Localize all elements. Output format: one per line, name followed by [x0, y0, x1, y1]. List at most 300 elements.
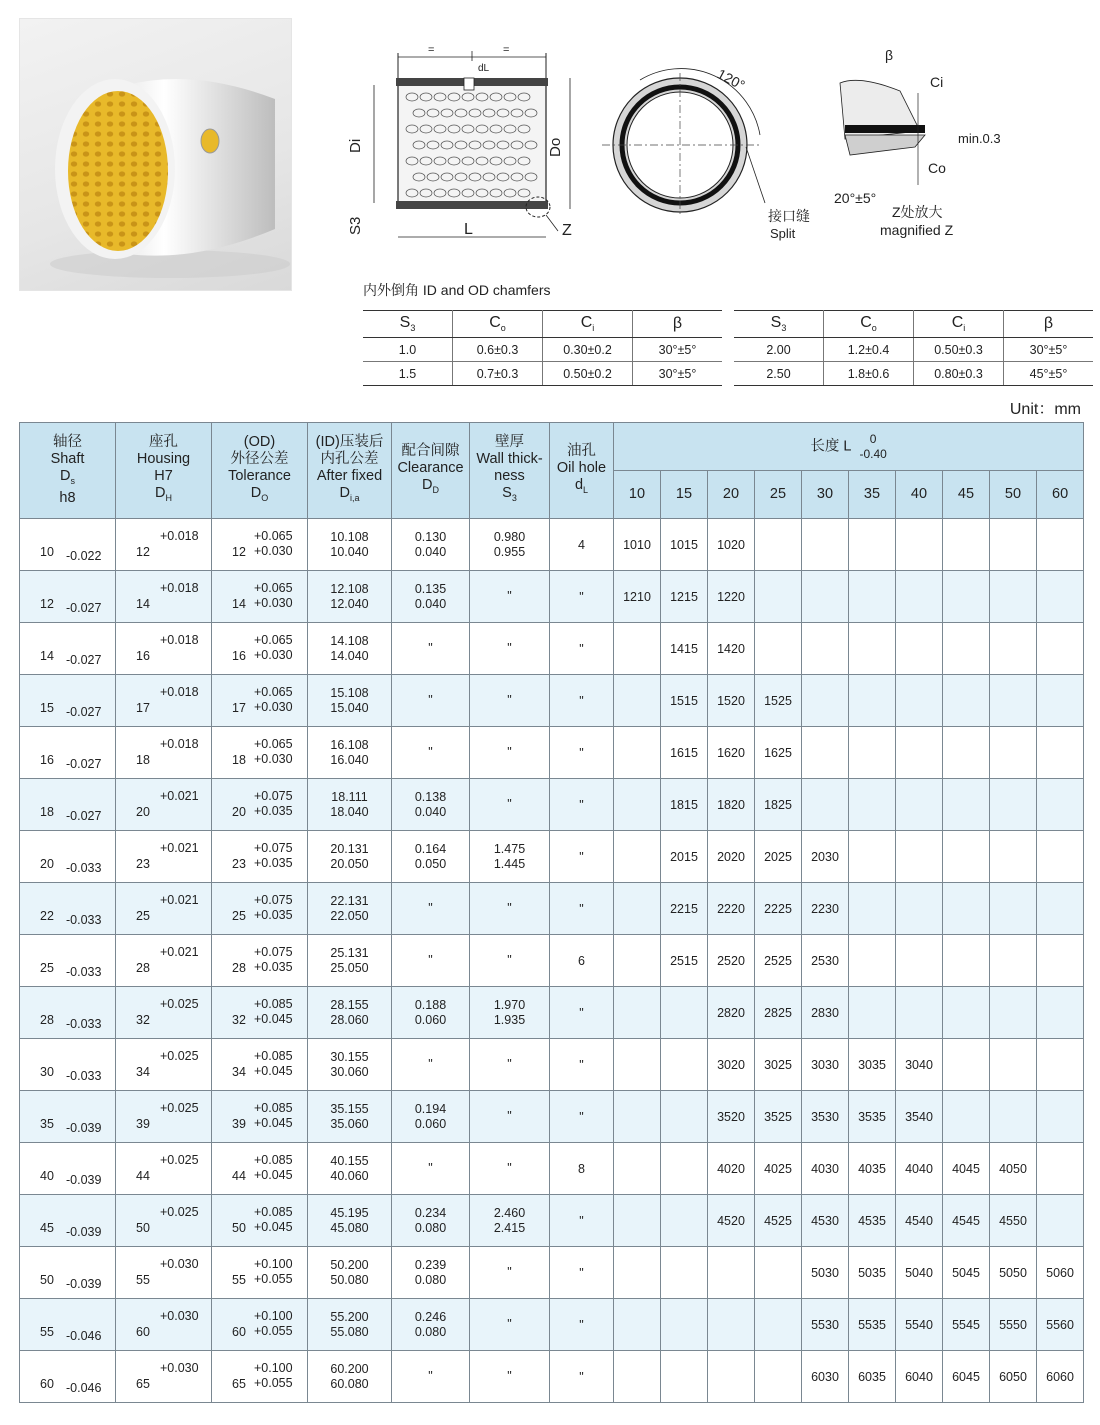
od-cell — [212, 1039, 308, 1091]
od-lower: +0.045 — [254, 1012, 293, 1026]
part-number-cell — [943, 883, 990, 935]
housing-tolerance: +0.018 — [160, 529, 199, 543]
wall-max: 2.460 — [493, 1205, 526, 1220]
shaft-diameter: 60 — [40, 1377, 54, 1391]
id-min: 20.050 — [330, 856, 369, 871]
shaft-tolerance: -0.039 — [66, 1121, 102, 1135]
id-min: 35.060 — [330, 1116, 369, 1131]
id-min: 16.040 — [330, 752, 369, 767]
od-upper: +0.075 — [254, 789, 293, 803]
housing-tolerance: +0.018 — [160, 685, 199, 699]
part-number-cell: 4025 — [755, 1143, 802, 1195]
id-min: 10.040 — [330, 544, 369, 559]
part-number-cell: 4525 — [755, 1195, 802, 1247]
dl-label: dL — [478, 63, 490, 74]
part-number-cell — [614, 987, 661, 1039]
shaft-cell — [20, 987, 116, 1039]
chamfer-head-ci: $C_i$ — [914, 311, 1004, 338]
od-upper: +0.065 — [254, 581, 293, 595]
part-number-cell — [849, 519, 896, 571]
part-number-cell — [802, 727, 849, 779]
length-col-35: 35 — [849, 471, 896, 519]
housing-diameter: 55 — [136, 1273, 150, 1287]
id-max: 20.131 — [330, 841, 369, 856]
part-number-cell: 4530 — [802, 1195, 849, 1247]
chamfer-header-row — [363, 311, 722, 338]
part-number-cell — [943, 987, 990, 1039]
part-number-cell — [661, 987, 708, 1039]
id-min: 12.040 — [330, 596, 369, 611]
part-number-cell: 2820 — [708, 987, 755, 1039]
od-lower: +0.035 — [254, 856, 293, 870]
part-number-cell — [802, 571, 849, 623]
clearance-max: " — [428, 1057, 433, 1071]
shaft-tolerance: -0.033 — [66, 861, 102, 875]
part-number-cell: 2830 — [802, 987, 849, 1039]
clearance-max: 0.239 — [414, 1257, 447, 1272]
part-number-cell: 1525 — [755, 675, 802, 727]
part-number-cell: 3535 — [849, 1091, 896, 1143]
col-wall-header: 壁厚 Wall thick- ness $S_3$ — [470, 423, 550, 519]
shaft-tolerance: -0.022 — [66, 549, 102, 563]
housing-tolerance: +0.030 — [160, 1361, 199, 1375]
id-max: 55.200 — [330, 1309, 369, 1324]
chamfer-cell: 1.8±0.6 — [824, 362, 914, 386]
chamfer-head-ci: $C_i$ — [543, 311, 633, 338]
oil-cell: 8 — [550, 1143, 614, 1195]
id-cell — [308, 571, 392, 623]
part-number-cell: 5040 — [896, 1247, 943, 1299]
part-number-cell: 1615 — [661, 727, 708, 779]
col-shaft-header: 轴径 Shaft $D_s$ h8 — [20, 423, 116, 519]
shaft-tolerance: -0.033 — [66, 1017, 102, 1031]
housing-cell — [116, 1351, 212, 1403]
part-number-cell — [1037, 1039, 1084, 1091]
id-max: 45.195 — [330, 1205, 369, 1220]
wall-cell — [470, 1039, 550, 1091]
part-number-cell — [1037, 727, 1084, 779]
housing-cell — [116, 779, 212, 831]
od-upper: +0.065 — [254, 529, 293, 543]
part-number-cell — [661, 1351, 708, 1403]
part-number-cell: 2220 — [708, 883, 755, 935]
clearance-max: " — [428, 745, 433, 759]
table-row — [20, 571, 1084, 623]
shaft-tolerance: -0.039 — [66, 1225, 102, 1239]
housing-tolerance: +0.025 — [160, 1101, 199, 1115]
od-diameter: 34 — [232, 1065, 246, 1079]
part-number-cell — [990, 831, 1037, 883]
angle20-label: 20°±5° — [834, 190, 877, 206]
id-cell — [308, 1039, 392, 1091]
shaft-diameter: 35 — [40, 1117, 54, 1131]
part-number-cell: 1020 — [708, 519, 755, 571]
part-number-cell — [1037, 935, 1084, 987]
od-lower: +0.030 — [254, 752, 293, 766]
length-col-50: 50 — [990, 471, 1037, 519]
length-col-20: 20 — [708, 471, 755, 519]
part-number-cell — [614, 935, 661, 987]
od-diameter: 23 — [232, 857, 246, 871]
wall-min: 1.445 — [493, 856, 526, 871]
od-diameter: 20 — [232, 805, 246, 819]
clearance-max: " — [428, 641, 433, 655]
part-number-cell — [849, 935, 896, 987]
part-number-cell: 2530 — [802, 935, 849, 987]
od-lower: +0.045 — [254, 1220, 293, 1234]
id-cell — [308, 779, 392, 831]
od-upper: +0.100 — [254, 1361, 293, 1375]
chamfer-head-co: $C_o$ — [824, 311, 914, 338]
clearance-cell — [392, 519, 470, 571]
od-lower: +0.045 — [254, 1116, 293, 1130]
part-number-cell — [849, 987, 896, 1039]
shaft-tolerance: -0.039 — [66, 1277, 102, 1291]
id-max: 22.131 — [330, 893, 369, 908]
clearance-min: 0.040 — [414, 596, 447, 611]
od-cell — [212, 623, 308, 675]
part-number-cell — [990, 519, 1037, 571]
wall-cell — [470, 1351, 550, 1403]
length-col-25: 25 — [755, 471, 802, 519]
od-cell — [212, 935, 308, 987]
part-number-cell: 1515 — [661, 675, 708, 727]
part-number-cell — [661, 1299, 708, 1351]
part-number-cell: 2825 — [755, 987, 802, 1039]
wall-cell — [470, 571, 550, 623]
part-number-cell: 6040 — [896, 1351, 943, 1403]
wall-min: 0.955 — [493, 544, 526, 559]
part-number-cell: 4540 — [896, 1195, 943, 1247]
housing-cell — [116, 727, 212, 779]
clearance-cell — [392, 1039, 470, 1091]
id-min: 50.080 — [330, 1272, 369, 1287]
part-number-cell — [614, 831, 661, 883]
part-number-cell — [614, 727, 661, 779]
part-number-cell — [661, 1039, 708, 1091]
eq-left-label: = — [428, 44, 435, 56]
beta-label: β — [885, 47, 894, 63]
id-max: 40.155 — [330, 1153, 369, 1168]
chamfer-table-left — [363, 310, 722, 386]
part-number-cell: 5035 — [849, 1247, 896, 1299]
table-row — [20, 1039, 1084, 1091]
chamfer-head-s3: $S_3$ — [363, 311, 453, 338]
housing-diameter: 34 — [136, 1065, 150, 1079]
table-row — [20, 727, 1084, 779]
part-number-cell — [708, 1247, 755, 1299]
part-number-cell — [755, 1351, 802, 1403]
chamfer-cell: 2.50 — [734, 362, 824, 386]
id-min: 55.080 — [330, 1324, 369, 1339]
shaft-diameter: 22 — [40, 909, 54, 923]
eq-right-label: = — [503, 44, 510, 56]
wall-cell — [470, 675, 550, 727]
header-row-1 — [20, 423, 1084, 471]
part-number-cell: 3025 — [755, 1039, 802, 1091]
housing-cell — [116, 1143, 212, 1195]
od-cell — [212, 831, 308, 883]
chamfer-cell: 2.00 — [734, 338, 824, 362]
length-col-40: 40 — [896, 471, 943, 519]
clearance-min: 0.060 — [414, 1012, 447, 1027]
part-number-cell — [943, 1039, 990, 1091]
wall-cell — [470, 1195, 550, 1247]
id-min: 22.050 — [330, 908, 369, 923]
shaft-cell — [20, 1351, 116, 1403]
od-lower: +0.035 — [254, 908, 293, 922]
housing-cell — [116, 1195, 212, 1247]
clearance-min: 0.080 — [414, 1220, 447, 1235]
shaft-diameter: 30 — [40, 1065, 54, 1079]
part-number-cell — [943, 675, 990, 727]
clearance-max: 0.188 — [414, 997, 447, 1012]
housing-tolerance: +0.030 — [160, 1309, 199, 1323]
housing-diameter: 23 — [136, 857, 150, 871]
part-number-cell — [802, 779, 849, 831]
id-min: 15.040 — [330, 700, 369, 715]
part-number-cell: 2520 — [708, 935, 755, 987]
part-number-cell — [990, 883, 1037, 935]
part-number-cell — [755, 623, 802, 675]
od-upper: +0.085 — [254, 1049, 293, 1063]
table-row — [20, 519, 1084, 571]
part-number-cell: 4045 — [943, 1143, 990, 1195]
clearance-cell — [392, 831, 470, 883]
chamfer-head-beta: β — [633, 311, 723, 338]
id-min: 25.050 — [330, 960, 369, 975]
chamfer-cell: 0.6±0.3 — [453, 338, 543, 362]
clearance-max: " — [428, 693, 433, 707]
col-length-header: 长度 L 0 -0.40 — [614, 423, 1084, 471]
split-cn-label: 接口缝 — [768, 208, 810, 224]
housing-tolerance: +0.021 — [160, 893, 199, 907]
part-number-cell — [849, 883, 896, 935]
housing-cell — [116, 935, 212, 987]
part-number-cell: 4520 — [708, 1195, 755, 1247]
chamfer-cell: 45°±5° — [1004, 362, 1094, 386]
housing-diameter: 39 — [136, 1117, 150, 1131]
part-number-cell: 4020 — [708, 1143, 755, 1195]
part-number-cell: 1820 — [708, 779, 755, 831]
di-label: Di — [347, 138, 364, 153]
oil-cell: " — [550, 1091, 614, 1143]
dimension-table — [19, 422, 1084, 1403]
part-number-cell — [943, 727, 990, 779]
part-number-cell: 4035 — [849, 1143, 896, 1195]
od-cell — [212, 1247, 308, 1299]
housing-diameter: 17 — [136, 701, 150, 715]
id-max: 28.155 — [330, 997, 369, 1012]
clearance-cell — [392, 623, 470, 675]
od-cell — [212, 883, 308, 935]
clearance-min: 0.080 — [414, 1272, 447, 1287]
part-number-cell — [708, 1351, 755, 1403]
oil-cell: " — [550, 623, 614, 675]
part-number-cell — [849, 675, 896, 727]
wall-max: " — [507, 797, 512, 811]
clearance-cell — [392, 571, 470, 623]
od-upper: +0.085 — [254, 1153, 293, 1167]
part-number-cell: 3530 — [802, 1091, 849, 1143]
id-max: 14.108 — [330, 633, 369, 648]
part-number-cell — [990, 779, 1037, 831]
clearance-max: " — [428, 953, 433, 967]
clearance-min: 0.060 — [414, 1116, 447, 1131]
part-number-cell: 4050 — [990, 1143, 1037, 1195]
part-number-cell — [614, 1247, 661, 1299]
part-number-cell: 5550 — [990, 1299, 1037, 1351]
clearance-max: 0.246 — [414, 1309, 447, 1324]
length-col-10: 10 — [614, 471, 661, 519]
min-label: min.0.3 — [958, 131, 1001, 146]
part-number-cell — [1037, 987, 1084, 1039]
housing-diameter: 65 — [136, 1377, 150, 1391]
part-number-cell — [1037, 675, 1084, 727]
part-number-cell: 2525 — [755, 935, 802, 987]
shaft-cell — [20, 1247, 116, 1299]
chamfer-head-co: $C_o$ — [453, 311, 543, 338]
clearance-cell — [392, 935, 470, 987]
housing-diameter: 14 — [136, 597, 150, 611]
part-number-cell — [990, 675, 1037, 727]
table-row — [20, 1299, 1084, 1351]
od-upper: +0.065 — [254, 685, 293, 699]
oil-cell: " — [550, 883, 614, 935]
od-lower: +0.030 — [254, 648, 293, 662]
part-number-cell — [755, 519, 802, 571]
shaft-cell — [20, 727, 116, 779]
housing-diameter: 20 — [136, 805, 150, 819]
table-row — [20, 779, 1084, 831]
part-number-cell: 1815 — [661, 779, 708, 831]
oil-cell: " — [550, 1039, 614, 1091]
wall-min: 2.415 — [493, 1220, 526, 1235]
clearance-max: " — [428, 1369, 433, 1383]
part-number-cell — [614, 883, 661, 935]
od-upper: +0.085 — [254, 1205, 293, 1219]
table-row — [20, 1195, 1084, 1247]
housing-diameter: 44 — [136, 1169, 150, 1183]
part-number-cell — [990, 571, 1037, 623]
clearance-cell — [392, 727, 470, 779]
part-number-cell: 1010 — [614, 519, 661, 571]
clearance-cell — [392, 883, 470, 935]
id-cell — [308, 831, 392, 883]
oil-cell: " — [550, 987, 614, 1039]
oil-cell: " — [550, 1351, 614, 1403]
clearance-cell — [392, 987, 470, 1039]
part-number-cell — [1037, 779, 1084, 831]
od-diameter: 14 — [232, 597, 246, 611]
housing-diameter: 16 — [136, 649, 150, 663]
part-number-cell — [1037, 623, 1084, 675]
od-upper: +0.065 — [254, 633, 293, 647]
shaft-cell — [20, 831, 116, 883]
part-number-cell: 1625 — [755, 727, 802, 779]
clearance-cell — [392, 675, 470, 727]
shaft-diameter: 55 — [40, 1325, 54, 1339]
chamfer-row — [363, 338, 722, 362]
housing-diameter: 32 — [136, 1013, 150, 1027]
part-number-cell — [990, 727, 1037, 779]
part-number-cell — [943, 935, 990, 987]
shaft-cell — [20, 519, 116, 571]
chamfer-row — [734, 338, 1093, 362]
part-number-cell — [614, 1351, 661, 1403]
part-number-cell — [1037, 883, 1084, 935]
shaft-tolerance: -0.033 — [66, 913, 102, 927]
part-number-cell: 2230 — [802, 883, 849, 935]
wall-max: " — [507, 1109, 512, 1123]
part-number-cell — [990, 1039, 1037, 1091]
part-number-cell: 5030 — [802, 1247, 849, 1299]
chamfer-cell: 30°±5° — [633, 362, 723, 386]
part-number-cell — [1037, 1143, 1084, 1195]
od-cell — [212, 1195, 308, 1247]
shaft-diameter: 16 — [40, 753, 54, 767]
length-col-30: 30 — [802, 471, 849, 519]
col-housing-header: 座孔 Housing H7 $D_H$ — [116, 423, 212, 519]
technical-drawing — [340, 35, 1060, 250]
housing-tolerance: +0.025 — [160, 1205, 199, 1219]
z-label: Z — [562, 222, 572, 239]
part-number-cell — [802, 675, 849, 727]
wall-cell — [470, 1247, 550, 1299]
part-number-cell: 2025 — [755, 831, 802, 883]
part-number-cell: 1015 — [661, 519, 708, 571]
table-row — [20, 1143, 1084, 1195]
id-min: 45.080 — [330, 1220, 369, 1235]
od-diameter: 25 — [232, 909, 246, 923]
clearance-min: 0.080 — [414, 1324, 447, 1339]
id-min: 28.060 — [330, 1012, 369, 1027]
wall-cell — [470, 1299, 550, 1351]
housing-tolerance: +0.030 — [160, 1257, 199, 1271]
housing-tolerance: +0.018 — [160, 633, 199, 647]
bushing-illustration — [20, 19, 291, 290]
shaft-diameter: 10 — [40, 545, 54, 559]
id-max: 10.108 — [330, 529, 369, 544]
id-max: 30.155 — [330, 1049, 369, 1064]
housing-tolerance: +0.021 — [160, 945, 199, 959]
shaft-cell — [20, 883, 116, 935]
id-cell — [308, 675, 392, 727]
part-number-cell — [1037, 571, 1084, 623]
part-number-cell: 1825 — [755, 779, 802, 831]
table-row — [20, 675, 1084, 727]
part-number-cell — [896, 987, 943, 1039]
part-number-cell — [614, 1195, 661, 1247]
shaft-tolerance: -0.046 — [66, 1329, 102, 1343]
part-number-cell: 6050 — [990, 1351, 1037, 1403]
shaft-cell — [20, 571, 116, 623]
shaft-cell — [20, 1195, 116, 1247]
housing-cell — [116, 1039, 212, 1091]
od-lower: +0.030 — [254, 544, 293, 558]
clearance-max: 0.138 — [414, 789, 447, 804]
clearance-cell — [392, 1143, 470, 1195]
part-number-cell — [1037, 1091, 1084, 1143]
part-number-cell — [896, 779, 943, 831]
od-diameter: 32 — [232, 1013, 246, 1027]
chamfer-table-right — [734, 310, 1093, 386]
clearance-max: 0.130 — [414, 529, 447, 544]
od-lower: +0.030 — [254, 700, 293, 714]
bushing-photo — [19, 18, 292, 291]
chamfer-row — [363, 362, 722, 386]
od-lower: +0.030 — [254, 596, 293, 610]
